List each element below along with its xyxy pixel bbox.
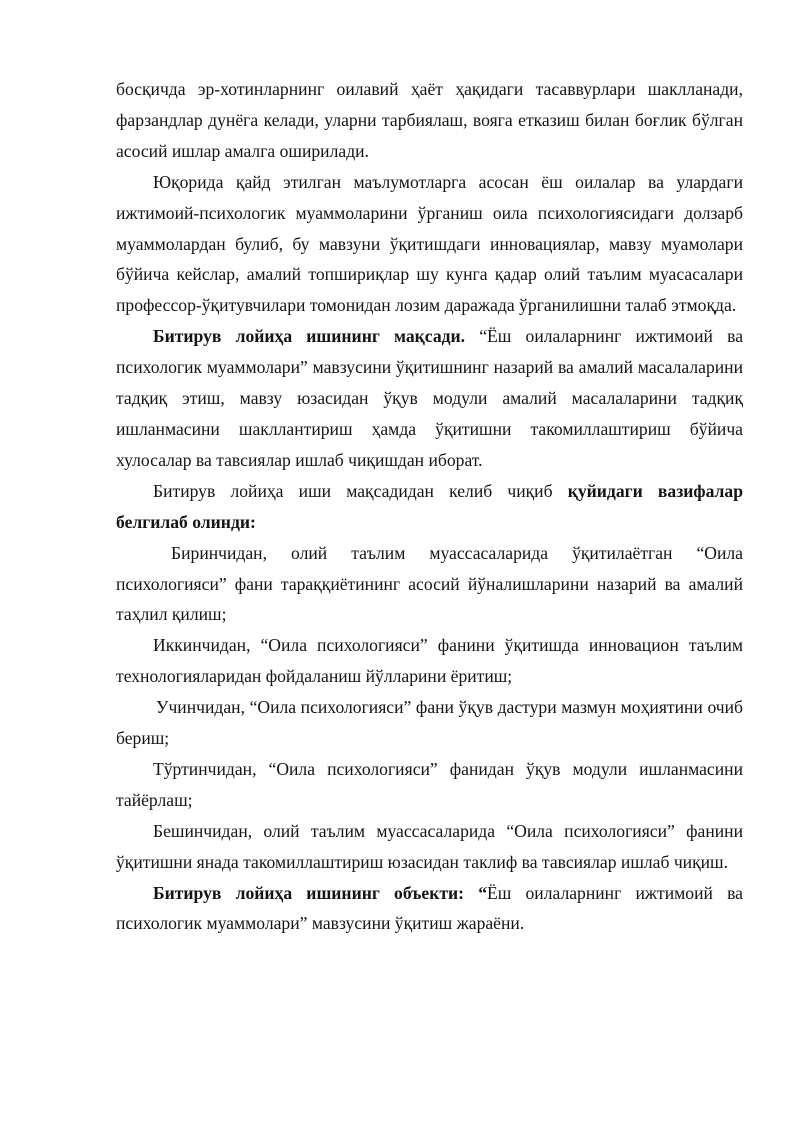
paragraph-project-object: [116, 878, 743, 940]
paragraph-intro-continuation: босқичда эр-хотинларнинг оилавий ҳаёт ҳақидаги тасаввурлари шаклланади, фарзандлар дунёга келади, уларни тарбиялаш, вояга етказиш билан боғлик бўлган асосий ишлар амалга оширилади.: [116, 79, 743, 161]
paragraph-relevance: Юқорида қайд этилган маълумотларга асосан ёш оилалар ва улардаги ижтимоий-психологик муаммоларини ўрганиш оила психологиясидаги долзарб муаммолардан булиб, бу мавзуни ўқитишдаги инновациялар, мавзу муамолари бўйича кейслар, амалий топшириқлар шу кунга қадар олий таълим муасасалари профессор-ўқитувчилари томонидан лозим даражада ўрганилишни талаб этмоқда.: [116, 171, 743, 316]
tasks-intro-heading: қуйидаги вазифалар белгилаб олинди:: [116, 480, 744, 532]
project-object-text: Ёш оилаларнинг ижтимоий ва психологик муаммолари” мавзусини ўқитиш жараёни.: [116, 882, 743, 934]
project-object-heading: Битирув лойиҳа ишининг объекти: “: [153, 882, 488, 903]
project-goal-text: “Ёш оилаларнинг ижтимоий ва психологик муаммолари” мавзусини ўқитишнинг назарий ва амалий масалаларини тадқиқ этиш, мавзу юзасидан ўқув модули амалий масалаларини тадқиқ ишланмасини шакллантириш ҳамда ўқитишни такомиллаштириш бўйича хулосалар ва тавсиялар ишлаб чиқишдан иборат.: [116, 326, 743, 470]
paragraph-tasks-intro: [116, 476, 743, 538]
paragraph-task-third: Учинчидан, “Оила психологияси” фани ўқув дастури мазмун моҳиятини очиб бериш;: [116, 697, 743, 749]
document-page: [116, 74, 743, 939]
paragraph-task-fourth: Тўртинчидан, “Оила психологияси” фанидан ўқув модули ишланмасини тайёрлаш;: [116, 758, 743, 810]
tasks-intro-text: Битирув лойиҳа иши мақсадидан келиб чиқиб: [153, 480, 568, 501]
paragraph-project-goal: [116, 321, 743, 476]
paragraph-task-second: Иккинчидан, “Оила психологияси” фанини ўқитишда инновацион таълим технологияларидан фойдаланиш йўлларини ёритиш;: [116, 635, 743, 687]
project-goal-heading: Битирув лойиҳа ишининг мақсади.: [153, 326, 466, 347]
paragraph-task-first: Биринчидан, олий таълим муассасаларида ўқитилаётган “Оила психологияси” фани тараққиётининг асосий йўналишларини назарий ва амалий таҳлил қилиш;: [116, 542, 743, 625]
paragraph-task-fifth: Бешинчидан, олий таълим муассасаларида “Оила психологияси” фанини ўқитишни янада такомиллаштириш юзасидан таклиф ва тавсиялар ишлаб чиқиш.: [116, 820, 743, 872]
